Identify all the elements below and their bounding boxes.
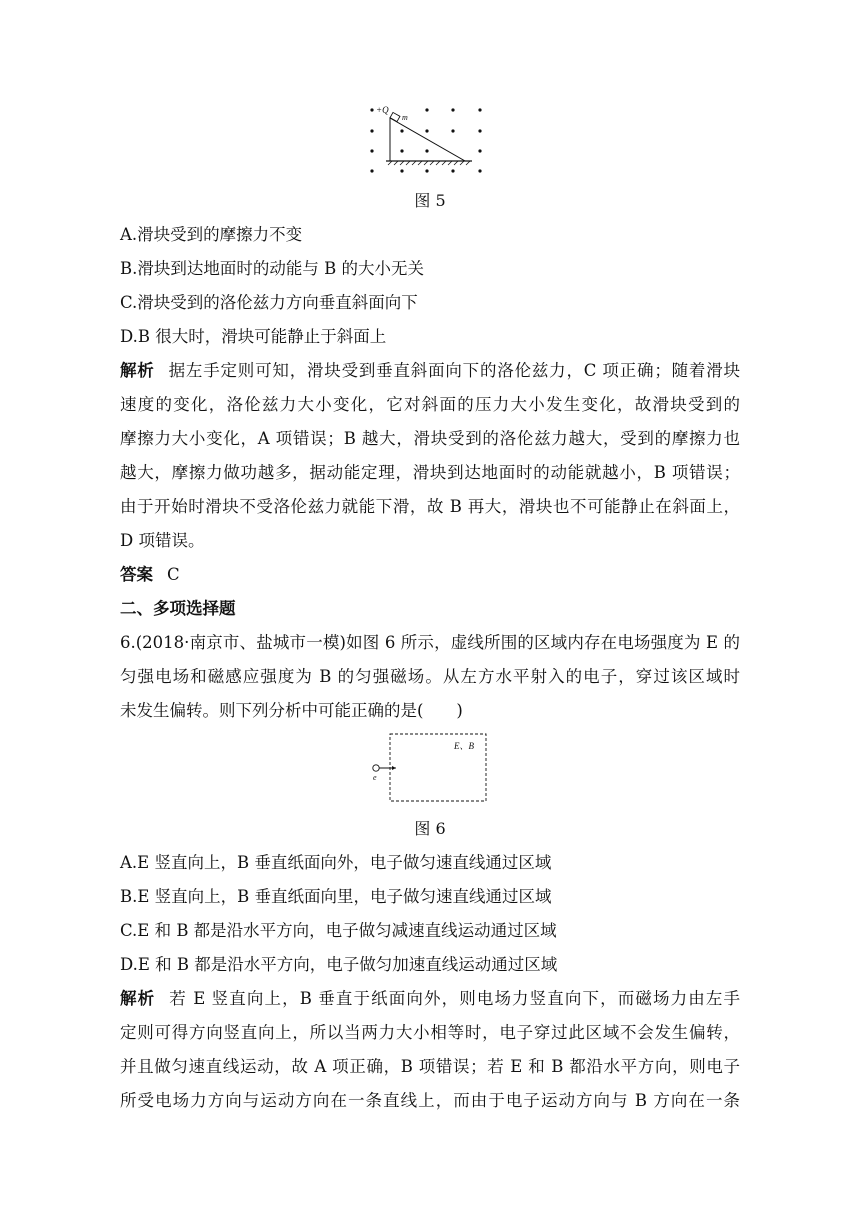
field-dot <box>425 129 428 132</box>
field-dot <box>400 149 403 152</box>
analysis-label: 解析 <box>120 361 155 380</box>
q6-option-a: A.E 竖直向上，B 垂直纸面向外，电子做匀速直线通过区域 <box>120 853 552 872</box>
q6-analysis-line-1: 解析 若 E 竖直向上，B 垂直于纸面向外，则电场力竖直向下，而磁场力由左手 <box>120 989 741 1008</box>
q6-stem-line-1: 6.(2018·南京市、盐城市一模)如图 6 所示，虚线所围的区域内存在电场强度为 E 的 <box>120 633 740 652</box>
q6-option-b: B.E 竖直向上，B 垂直纸面向里，电子做匀速直线通过区域 <box>120 887 552 906</box>
q5-analysis-line-5: 由于开始时滑块不受洛伦兹力就能下滑，故 B 再大，滑块也不可能静止在斜面上， <box>120 497 740 516</box>
field-dot <box>478 169 481 172</box>
electron-label: e <box>373 773 377 782</box>
ground-hatching <box>388 161 470 165</box>
q5-analysis-line-4: 越大，摩擦力做功越多，据动能定理，滑块到达地面时的动能就越小，B 项错误； <box>120 463 740 482</box>
answer-value: C <box>167 565 180 584</box>
q6-analysis-line-4: 所受电场力方向与运动方向在一条直线上，而由于电子运动方向与 B 方向在一条 <box>120 1091 740 1110</box>
figure-5-caption: 图 5 <box>414 191 446 210</box>
field-dot <box>400 129 403 132</box>
q6-analysis-line-2: 定则可得方向竖直向上，所以当两力大小相等时，电子穿过此区域不会发生偏转， <box>120 1023 740 1042</box>
field-dot <box>370 149 373 152</box>
section-heading: 二、多项选择题 <box>120 599 236 618</box>
q6-stem-line-3: 未发生偏转。则下列分析中可能正确的是( ) <box>120 701 463 720</box>
answer-label: 答案 <box>120 565 153 584</box>
charge-label: +Q <box>376 105 389 115</box>
q5-analysis-line-1: 解析 据左手定则可知，滑块受到垂直斜面向下的洛伦兹力，C 项正确；随着滑块 <box>120 361 741 380</box>
field-dot <box>451 169 454 172</box>
field-dot <box>478 129 481 132</box>
mass-label: m <box>402 113 408 122</box>
q5-option-c: C.滑块受到的洛伦兹力方向垂直斜面向下 <box>120 293 418 312</box>
q5-analysis-line-6: D 项错误。 <box>120 531 205 550</box>
q5-option-d: D.B 很大时，滑块可能静止于斜面上 <box>120 327 387 346</box>
q5-analysis-line-3: 摩擦力大小变化，A 项错误；B 越大，滑块受到的洛伦兹力越大，受到的摩擦力也 <box>120 429 740 448</box>
q5-option-a: A.滑块受到的摩擦力不变 <box>120 225 303 244</box>
q6-option-c: C.E 和 B 都是沿水平方向，电子做匀减速直线运动通过区域 <box>120 921 557 940</box>
figure-6-caption: 图 6 <box>414 819 446 838</box>
field-dot <box>370 129 373 132</box>
field-dot <box>478 108 481 111</box>
figure-5-diagram <box>362 100 492 178</box>
field-dot <box>425 149 428 152</box>
incline-triangle <box>390 118 465 161</box>
field-dot <box>370 169 373 172</box>
q5-option-b: B.滑块到达地面时的动能与 B 的大小无关 <box>120 259 424 278</box>
field-dot <box>478 149 481 152</box>
q6-option-d: D.E 和 B 都是沿水平方向，电子做匀加速直线运动通过区域 <box>120 955 558 974</box>
q6-analysis-line-3: 并且做匀速直线运动，故 A 项正确，B 项错误；若 E 和 B 都沿水平方向，则电子 <box>120 1057 740 1076</box>
field-dot <box>400 169 403 172</box>
figure-6-diagram <box>368 730 492 806</box>
q5-answer <box>120 564 740 586</box>
field-dot <box>370 108 373 111</box>
field-dot <box>451 108 454 111</box>
electron-icon <box>373 765 379 771</box>
field-dot <box>451 129 454 132</box>
field-dot <box>425 169 428 172</box>
field-label: E、B <box>454 741 474 751</box>
slider-block <box>390 112 400 121</box>
analysis-label: 解析 <box>120 989 156 1008</box>
q5-analysis-line-2: 速度的变化，洛伦兹力大小变化，它对斜面的压力大小发生变化，故滑块受到的 <box>120 395 740 414</box>
field-dot <box>425 108 428 111</box>
q6-stem-line-2: 匀强电场和磁感应强度为 B 的匀强磁场。从左方水平射入的电子，穿过该区域时 <box>120 667 740 686</box>
